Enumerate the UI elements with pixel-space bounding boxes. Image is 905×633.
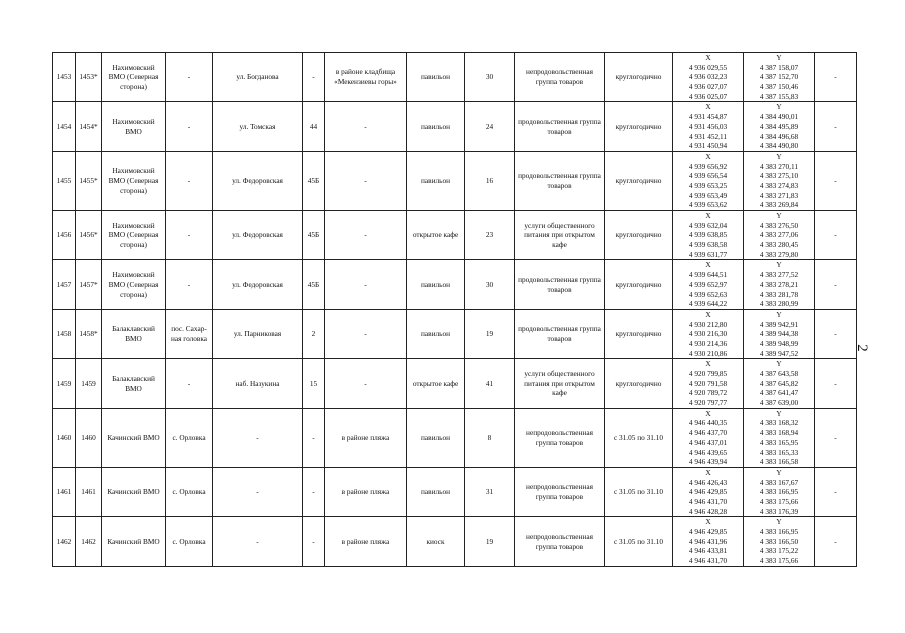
house-cell: - bbox=[303, 467, 325, 516]
coordinate-header: Y bbox=[776, 102, 782, 112]
coordinate-value: 4 939 638,85 bbox=[688, 230, 728, 240]
coordinates-x-cell bbox=[673, 517, 744, 566]
object-number: 1461 bbox=[76, 467, 102, 516]
coordinate-value: 4 383 175,22 bbox=[759, 546, 799, 556]
coordinate-value: 4 936 029,55 bbox=[688, 62, 728, 72]
area-cell: 30 bbox=[465, 260, 515, 309]
row-number: 1453 bbox=[53, 53, 76, 102]
coordinate-value: 4 931 452,11 bbox=[688, 131, 728, 141]
object-type-cell: павильон bbox=[407, 309, 465, 358]
object-number: 1455* bbox=[76, 151, 102, 210]
coordinates-y-cell bbox=[744, 151, 815, 210]
coordinate-value: 4 387 643,58 bbox=[759, 369, 799, 378]
coordinate-value: 4 946 431,70 bbox=[688, 496, 728, 506]
row-number: 1457 bbox=[53, 260, 76, 309]
coordinate-value: 4 383 168,32 bbox=[759, 418, 799, 428]
note-cell: - bbox=[815, 211, 857, 260]
coordinates-x-cell bbox=[673, 309, 744, 358]
table-row bbox=[53, 467, 857, 516]
note-cell: - bbox=[815, 102, 857, 151]
coordinate-value: 4 387 152,70 bbox=[759, 72, 799, 82]
coordinate-value: 4 939 632,04 bbox=[688, 220, 728, 230]
landmark-cell: - bbox=[325, 309, 407, 358]
coordinate-value: 4 946 429,85 bbox=[688, 487, 728, 497]
street-cell: ул. Федоровская bbox=[213, 211, 303, 260]
coordinate-value: 4 383 278,21 bbox=[759, 279, 799, 289]
coordinate-header: Y bbox=[776, 467, 782, 477]
coordinate-value: 4 939 638,58 bbox=[688, 240, 728, 250]
coordinate-header: X bbox=[705, 211, 711, 220]
coordinates-x-cell bbox=[673, 102, 744, 151]
coordinate-header: X bbox=[705, 359, 711, 369]
coordinate-header: X bbox=[705, 151, 711, 161]
coordinate-header: Y bbox=[776, 260, 782, 270]
house-cell: - bbox=[303, 53, 325, 102]
coordinate-value: 4 384 495,89 bbox=[759, 121, 799, 131]
coordinate-value: 4 383 280,45 bbox=[759, 240, 799, 250]
specialization-cell: услуги общественного питания при открытом кафе bbox=[515, 359, 605, 408]
coordinate-value: 4 946 439,94 bbox=[688, 457, 728, 467]
note-cell: - bbox=[815, 151, 857, 210]
coordinate-header: Y bbox=[776, 53, 782, 62]
row-number: 1459 bbox=[53, 359, 76, 408]
area-cell: 41 bbox=[465, 359, 515, 408]
table-row bbox=[53, 211, 857, 260]
coordinate-value: 4 946 437,01 bbox=[688, 437, 728, 447]
coordinate-value: 4 384 490,01 bbox=[759, 112, 799, 122]
coordinate-value: 4 383 277,06 bbox=[759, 230, 799, 240]
coordinate-value: 4 383 274,83 bbox=[759, 180, 799, 190]
coordinates-x-cell bbox=[673, 151, 744, 210]
coordinate-value: 4 946 437,70 bbox=[688, 428, 728, 438]
coordinate-value: 4 946 431,96 bbox=[688, 536, 728, 546]
coordinate-value: 4 936 032,23 bbox=[688, 72, 728, 82]
coordinate-header: X bbox=[705, 467, 711, 477]
landmark-cell: - bbox=[325, 260, 407, 309]
coordinates-y-cell bbox=[744, 53, 815, 102]
locality-cell: - bbox=[166, 53, 213, 102]
house-cell: 15 bbox=[303, 359, 325, 408]
house-cell: - bbox=[303, 517, 325, 566]
table-row bbox=[53, 517, 857, 566]
street-cell: - bbox=[213, 408, 303, 467]
locality-cell: - bbox=[166, 211, 213, 260]
coordinate-value: 4 383 275,10 bbox=[759, 171, 799, 181]
street-cell: ул. Томская bbox=[213, 102, 303, 151]
coordinate-value: 4 389 944,38 bbox=[759, 329, 799, 339]
landmark-cell: в районе пляжа bbox=[325, 517, 407, 566]
coordinate-value: 4 936 025,07 bbox=[688, 91, 728, 101]
district-cell: Нахимовский ВМО bbox=[102, 102, 166, 151]
coordinate-value: 4 939 656,92 bbox=[688, 161, 728, 171]
street-cell: - bbox=[213, 467, 303, 516]
street-cell: ул. Богданова bbox=[213, 53, 303, 102]
table-row bbox=[53, 102, 857, 151]
coordinates-y-cell bbox=[744, 102, 815, 151]
coordinate-value: 4 383 166,95 bbox=[759, 527, 799, 536]
coordinates-x-cell bbox=[673, 359, 744, 408]
district-cell: Качинский ВМО bbox=[102, 467, 166, 516]
specialization-cell: продовольственная группа товаров bbox=[515, 151, 605, 210]
row-number: 1458 bbox=[53, 309, 76, 358]
coordinate-value: 4 939 644,22 bbox=[688, 299, 728, 309]
coordinate-header: Y bbox=[776, 517, 782, 527]
coordinates-x-cell bbox=[673, 53, 744, 102]
coordinate-value: 4 946 426,43 bbox=[688, 477, 728, 487]
coordinate-value: 4 939 652,63 bbox=[688, 289, 728, 299]
coordinate-value: 4 930 212,80 bbox=[688, 319, 728, 329]
table-row bbox=[53, 53, 857, 102]
district-cell: Балаклавский ВМО bbox=[102, 309, 166, 358]
locality-cell: - bbox=[166, 151, 213, 210]
coordinate-value: 4 383 168,94 bbox=[759, 428, 799, 438]
object-type-cell: павильон bbox=[407, 260, 465, 309]
house-cell: - bbox=[303, 408, 325, 467]
coordinates-y-cell bbox=[744, 467, 815, 516]
object-type-cell: павильон bbox=[407, 408, 465, 467]
area-cell: 30 bbox=[465, 53, 515, 102]
coordinate-header: Y bbox=[776, 408, 782, 418]
coordinate-value: 4 383 279,80 bbox=[759, 249, 799, 259]
note-cell: - bbox=[815, 408, 857, 467]
house-cell: 44 bbox=[303, 102, 325, 151]
locality-cell: пос. Сахар-ная головка bbox=[166, 309, 213, 358]
coordinate-header: X bbox=[705, 408, 711, 418]
row-number: 1455 bbox=[53, 151, 76, 210]
note-cell: - bbox=[815, 517, 857, 566]
street-cell: - bbox=[213, 517, 303, 566]
period-cell: круглогодично bbox=[605, 260, 673, 309]
coordinate-value: 4 939 656,54 bbox=[688, 171, 728, 181]
object-type-cell: открытое кафе bbox=[407, 359, 465, 408]
object-type-cell: открытое кафе bbox=[407, 211, 465, 260]
district-cell: Нахимовский ВМО (Северная сторона) bbox=[102, 260, 166, 309]
coordinate-value: 4 383 165,95 bbox=[759, 437, 799, 447]
object-type-cell: павильон bbox=[407, 467, 465, 516]
house-cell: 2 bbox=[303, 309, 325, 358]
coordinate-value: 4 920 797,77 bbox=[688, 398, 728, 408]
coordinate-value: 4 930 210,86 bbox=[688, 348, 728, 358]
note-cell: - bbox=[815, 359, 857, 408]
coordinate-value: 4 930 214,36 bbox=[688, 338, 728, 348]
row-number: 1461 bbox=[53, 467, 76, 516]
coordinate-value: 4 383 269,84 bbox=[759, 200, 799, 210]
coordinate-header: X bbox=[705, 260, 711, 270]
note-cell: - bbox=[815, 467, 857, 516]
area-cell: 19 bbox=[465, 517, 515, 566]
coordinate-value: 4 931 450,94 bbox=[688, 141, 728, 151]
coordinate-value: 4 383 175,66 bbox=[759, 496, 799, 506]
district-cell: Нахимовский ВМО (Северная сторона) bbox=[102, 151, 166, 210]
note-cell: - bbox=[815, 260, 857, 309]
object-number: 1453* bbox=[76, 53, 102, 102]
coordinate-value: 4 946 431,70 bbox=[688, 556, 728, 566]
table-row bbox=[53, 151, 857, 210]
note-cell: - bbox=[815, 309, 857, 358]
object-number: 1460 bbox=[76, 408, 102, 467]
coordinate-header: X bbox=[705, 53, 711, 62]
coordinate-value: 4 939 653,25 bbox=[688, 180, 728, 190]
specialization-cell: непродовольственная группа товаров bbox=[515, 517, 605, 566]
coordinate-value: 4 920 799,85 bbox=[688, 369, 728, 378]
house-cell: 45Б bbox=[303, 211, 325, 260]
coordinate-header: X bbox=[705, 102, 711, 112]
table-row bbox=[53, 309, 857, 358]
coordinate-value: 4 383 276,50 bbox=[759, 220, 799, 230]
specialization-cell: продовольственная группа товаров bbox=[515, 309, 605, 358]
coordinate-header: Y bbox=[776, 211, 782, 220]
landmark-cell: - bbox=[325, 151, 407, 210]
row-number: 1462 bbox=[53, 517, 76, 566]
coordinates-y-cell bbox=[744, 309, 815, 358]
coordinate-header: Y bbox=[776, 359, 782, 369]
district-cell: Качинский ВМО bbox=[102, 517, 166, 566]
row-number: 1460 bbox=[53, 408, 76, 467]
district-cell: Качинский ВМО bbox=[102, 408, 166, 467]
row-number: 1454 bbox=[53, 102, 76, 151]
coordinate-value: 4 383 165,33 bbox=[759, 447, 799, 457]
coordinates-x-cell bbox=[673, 260, 744, 309]
period-cell: с 31.05 по 31.10 bbox=[605, 408, 673, 467]
house-cell: 45Б bbox=[303, 260, 325, 309]
coordinate-header: Y bbox=[776, 309, 782, 319]
district-cell: Балаклавский ВМО bbox=[102, 359, 166, 408]
object-number: 1462 bbox=[76, 517, 102, 566]
object-number: 1456* bbox=[76, 211, 102, 260]
object-number: 1458* bbox=[76, 309, 102, 358]
landmark-cell: в районе кладбища «Мекензиевы горы» bbox=[325, 53, 407, 102]
street-cell: ул. Федоровская bbox=[213, 260, 303, 309]
coordinate-value: 4 383 167,67 bbox=[759, 477, 799, 487]
coordinates-y-cell bbox=[744, 359, 815, 408]
locality-cell: с. Орловка bbox=[166, 408, 213, 467]
coordinate-value: 4 389 947,52 bbox=[759, 348, 799, 358]
coordinate-value: 4 387 158,07 bbox=[759, 62, 799, 72]
object-type-cell: павильон bbox=[407, 151, 465, 210]
coordinate-header: X bbox=[705, 309, 711, 319]
object-type-cell: павильон bbox=[407, 102, 465, 151]
coordinate-value: 4 946 428,28 bbox=[688, 506, 728, 516]
coordinate-value: 4 383 166,95 bbox=[759, 487, 799, 497]
page-number: 2 bbox=[854, 344, 870, 352]
coordinate-value: 4 387 155,83 bbox=[759, 91, 799, 101]
period-cell: круглогодично bbox=[605, 309, 673, 358]
coordinates-y-cell bbox=[744, 408, 815, 467]
period-cell: круглогодично bbox=[605, 211, 673, 260]
coordinate-value: 4 946 440,35 bbox=[688, 418, 728, 428]
coordinate-value: 4 389 942,91 bbox=[759, 319, 799, 329]
coordinate-value: 4 939 652,97 bbox=[688, 279, 728, 289]
specialization-cell: непродовольственная группа товаров bbox=[515, 467, 605, 516]
object-number: 1454* bbox=[76, 102, 102, 151]
coordinate-value: 4 939 653,49 bbox=[688, 190, 728, 200]
period-cell: с 31.05 по 31.10 bbox=[605, 517, 673, 566]
street-cell: ул. Федоровская bbox=[213, 151, 303, 210]
locality-cell: - bbox=[166, 102, 213, 151]
coordinate-value: 4 939 653,62 bbox=[688, 200, 728, 210]
row-number: 1456 bbox=[53, 211, 76, 260]
object-number: 1459 bbox=[76, 359, 102, 408]
landmark-cell: - bbox=[325, 211, 407, 260]
coordinate-value: 4 384 496,68 bbox=[759, 131, 799, 141]
landmark-cell: - bbox=[325, 359, 407, 408]
locality-cell: с. Орловка bbox=[166, 517, 213, 566]
coordinates-x-cell bbox=[673, 467, 744, 516]
coordinate-value: 4 383 280,99 bbox=[759, 299, 799, 309]
landmark-cell: в районе пляжа bbox=[325, 408, 407, 467]
coordinate-value: 4 931 454,87 bbox=[688, 112, 728, 122]
period-cell: круглогодично bbox=[605, 151, 673, 210]
coordinate-value: 4 931 456,03 bbox=[688, 121, 728, 131]
coordinate-value: 4 383 281,78 bbox=[759, 289, 799, 299]
area-cell: 23 bbox=[465, 211, 515, 260]
coordinate-value: 4 383 166,50 bbox=[759, 536, 799, 546]
placement-scheme-table bbox=[52, 52, 857, 567]
period-cell: круглогодично bbox=[605, 102, 673, 151]
object-type-cell: киоск bbox=[407, 517, 465, 566]
house-cell: 45Б bbox=[303, 151, 325, 210]
object-number: 1457* bbox=[76, 260, 102, 309]
coordinates-x-cell bbox=[673, 211, 744, 260]
street-cell: наб. Назукина bbox=[213, 359, 303, 408]
coordinates-y-cell bbox=[744, 211, 815, 260]
specialization-cell: непродовольственная группа товаров bbox=[515, 408, 605, 467]
district-cell: Нахимовский ВМО (Северная сторона) bbox=[102, 53, 166, 102]
coordinate-value: 4 930 216,30 bbox=[688, 329, 728, 339]
coordinate-value: 4 939 631,77 bbox=[688, 249, 728, 259]
area-cell: 8 bbox=[465, 408, 515, 467]
coordinates-y-cell bbox=[744, 517, 815, 566]
coordinate-value: 4 383 277,52 bbox=[759, 270, 799, 280]
specialization-cell: продовольственная группа товаров bbox=[515, 260, 605, 309]
coordinate-value: 4 939 644,51 bbox=[688, 270, 728, 280]
landmark-cell: в районе пляжа bbox=[325, 467, 407, 516]
coordinates-x-cell bbox=[673, 408, 744, 467]
coordinate-header: X bbox=[705, 517, 711, 527]
area-cell: 16 bbox=[465, 151, 515, 210]
coordinate-value: 4 936 027,07 bbox=[688, 82, 728, 92]
coordinate-value: 4 946 433,81 bbox=[688, 546, 728, 556]
coordinate-value: 4 946 429,85 bbox=[688, 527, 728, 536]
table-row bbox=[53, 260, 857, 309]
coordinate-value: 4 384 490,80 bbox=[759, 141, 799, 151]
period-cell: круглогодично bbox=[605, 53, 673, 102]
area-cell: 31 bbox=[465, 467, 515, 516]
coordinate-value: 4 387 641,47 bbox=[759, 388, 799, 398]
landmark-cell: - bbox=[325, 102, 407, 151]
coordinate-value: 4 389 948,99 bbox=[759, 338, 799, 348]
coordinate-value: 4 383 270,11 bbox=[759, 161, 799, 171]
coordinate-value: 4 387 645,82 bbox=[759, 378, 799, 388]
table-row bbox=[53, 359, 857, 408]
locality-cell: с. Орловка bbox=[166, 467, 213, 516]
coordinate-value: 4 920 791,58 bbox=[688, 378, 728, 388]
note-cell: - bbox=[815, 53, 857, 102]
coordinate-value: 4 920 789,72 bbox=[688, 388, 728, 398]
coordinate-value: 4 383 175,66 bbox=[759, 556, 799, 566]
period-cell: с 31.05 по 31.10 bbox=[605, 467, 673, 516]
area-cell: 19 bbox=[465, 309, 515, 358]
street-cell: ул. Парниковая bbox=[213, 309, 303, 358]
area-cell: 24 bbox=[465, 102, 515, 151]
coordinate-value: 4 387 150,46 bbox=[759, 82, 799, 92]
period-cell: круглогодично bbox=[605, 359, 673, 408]
table-row bbox=[53, 408, 857, 467]
district-cell: Нахимовский ВМО (Северная сторона) bbox=[102, 211, 166, 260]
coordinate-value: 4 383 176,39 bbox=[759, 506, 799, 516]
coordinate-value: 4 946 439,65 bbox=[688, 447, 728, 457]
specialization-cell: услуги общественного питания при открытом кафе bbox=[515, 211, 605, 260]
coordinate-value: 4 383 271,83 bbox=[759, 190, 799, 200]
coordinates-y-cell bbox=[744, 260, 815, 309]
object-type-cell: павильон bbox=[407, 53, 465, 102]
coordinate-header: Y bbox=[776, 151, 782, 161]
specialization-cell: продовольственная группа товаров bbox=[515, 102, 605, 151]
locality-cell: - bbox=[166, 359, 213, 408]
coordinate-value: 4 387 639,00 bbox=[759, 398, 799, 408]
specialization-cell: непродовольственная группа товаров bbox=[515, 53, 605, 102]
coordinate-value: 4 383 166,58 bbox=[759, 457, 799, 467]
locality-cell: - bbox=[166, 260, 213, 309]
